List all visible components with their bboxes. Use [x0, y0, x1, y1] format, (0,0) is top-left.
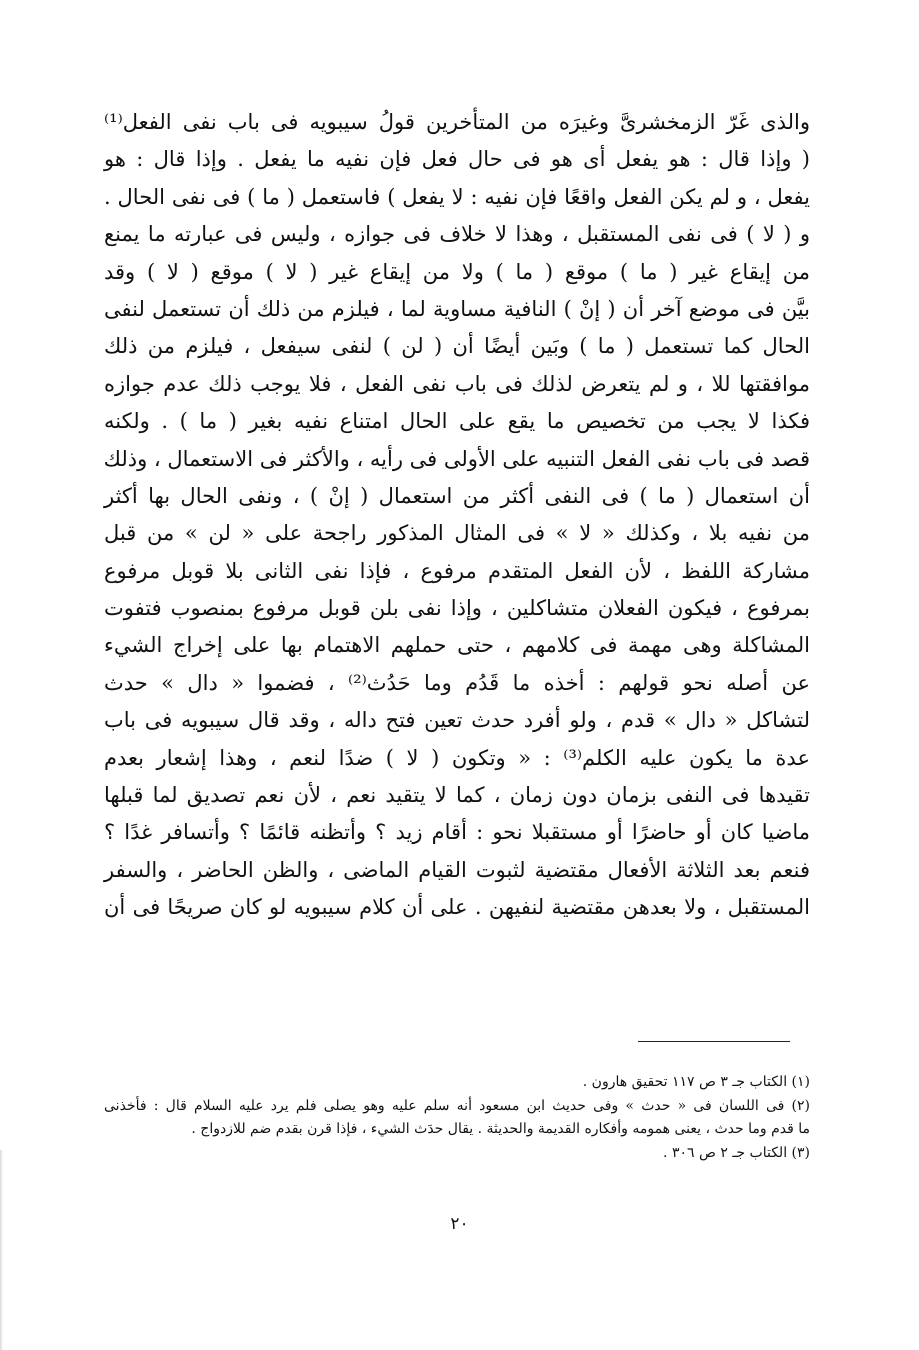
text-line: فنعم بعد الثلاثة الأفعال مقتضية لثبوت القيام الماضى ، والظن الحاضر ، والسفر [104, 857, 810, 882]
main-text-block [104, 104, 810, 927]
text-line: مشاركة اللفظ ، لأن الفعل المتقدم مرفوع ، فإذا نفى الثانى بلا قوبل مرفوع [104, 558, 810, 583]
scan-edge-shadow [0, 1150, 3, 1350]
footnote-2: (٢) فى اللسان فى « حدث » وفى حديث ابن مسعود أنه سلم عليه وهو يصلى فلم يرد عليه السلام قال : فأخذنى [104, 1097, 810, 1114]
text-line: ( وإذا قال : هو يفعل أى هو فى حال فعل فإن نفيه ما يفعل . وإذا قال : هو [104, 147, 810, 172]
text-line: تقيدها فى النفى بزمان دون زمان ، كما لا يتقيد نعم ، لأن نعم تصديق لما قبلها [104, 783, 810, 808]
text-line: و ( لا ) فى نفى المستقبل ، وهذا لا خلاف فى جوازه ، وليس فى عبارته ما يمنع [104, 222, 810, 247]
footnotes-block [104, 1071, 810, 1165]
footnote-separator [638, 1041, 790, 1042]
text-line: عدة ما يكون عليه الكلم⁽³⁾ : « وتكون ( لا ) ضدًا لنعم ، وهذا إشعار بعدم [104, 745, 810, 770]
text-line: يفعل ، و لم يكن الفعل واقعًا فإن نفيه : لا يفعل ) فاستعمل ( ما ) فى نفى الحال . [104, 184, 810, 209]
text-line: ماضيا كان أو حاضرًا أو مستقبلا نحو : أقام زيد ؟ وأتظنه قائمًا ؟ وأتسافر غدًا ؟ [104, 820, 810, 845]
text-line: أن استعمال ( ما ) فى النفى أكثر من استعمال ( إنْ ) ، ونفى الحال بها أكثر [104, 483, 810, 508]
text-line: المستقبل ، ولا بعدهن مقتضية لنفيهن . على أن كلام سيبويه لو كان صريحًا فى أن [104, 895, 810, 920]
text-line: والذى غَرّ الزمخشرىَّ وغيرَه من المتأخرين قولُ سيبويه فى باب نفى الفعل⁽¹⁾ [104, 110, 810, 134]
text-line: لتشاكل « دال » قدم ، ولو أفرد حدث تعين فتح داله ، وقد قال سيبويه فى باب [104, 708, 810, 733]
text-line: موافقتها للا ، و لم يتعرض لذلك فى باب نفى الفعل ، فلا يوجب ذلك عدم جوازه [104, 371, 810, 396]
text-line: الحال كما تستعمل ( ما ) وبَين أيضًا أن ( لن ) لنفى سيفعل ، فيلزم من ذلك [104, 334, 810, 359]
footnote-1: (١) الكتاب جـ ٣ ص ١١٧ تحقيق هارون . [582, 1074, 810, 1090]
text-line: فكذا لا يجب من تخصيص ما يقع على الحال امتناع نفيه بغير ( ما ) . ولكنه [104, 409, 810, 434]
text-line: المشاكلة وهى مهمة فى كلامهم ، حتى حملهم الاهتمام بها على إخراج الشيء [104, 633, 810, 658]
text-line: من نفيه بلا ، وكذلك « لا » فى المثال المذكور راجحة على « لن » من قبل [104, 521, 810, 546]
footnote-2-continued: ما قدم وما حدث ، يعنى همومه وأفكاره القديمة والحديثة . يقال حدَث الشيء ، فإذا قرن بقدم ضم للازدواج . [191, 1121, 810, 1137]
text-line: قصد فى باب نفى الفعل التنبيه على الأولى فى رأيه ، والأكثر فى الاستعمال ، وذلك [103, 446, 810, 471]
text-line: بمرفوع ، فيكون الفعلان متشاكلين ، وإذا نفى بلن قوبل مرفوع بمنصوب فتفوت [104, 596, 810, 621]
page-number: ٢٠ [450, 1214, 469, 1234]
footnote-3: (٣) الكتاب جـ ٢ ص ٣٠٦ . [663, 1144, 810, 1161]
text-line: عن أصله نحو قولهم : أخذه ما قَدُم وما حَدُث⁽²⁾ ، فضموا « دال » حدث [104, 670, 810, 695]
text-line: من إيقاع غير ( ما ) موقع ( ما ) ولا من إيقاع غير ( لا ) موقع ( لا ) وقد [104, 259, 810, 284]
text-line: بيَّن فى موضع آخر أن ( إنْ ) النافية مساوية لما ، فيلزم من ذلك أن تستعمل لنفى [104, 296, 810, 321]
